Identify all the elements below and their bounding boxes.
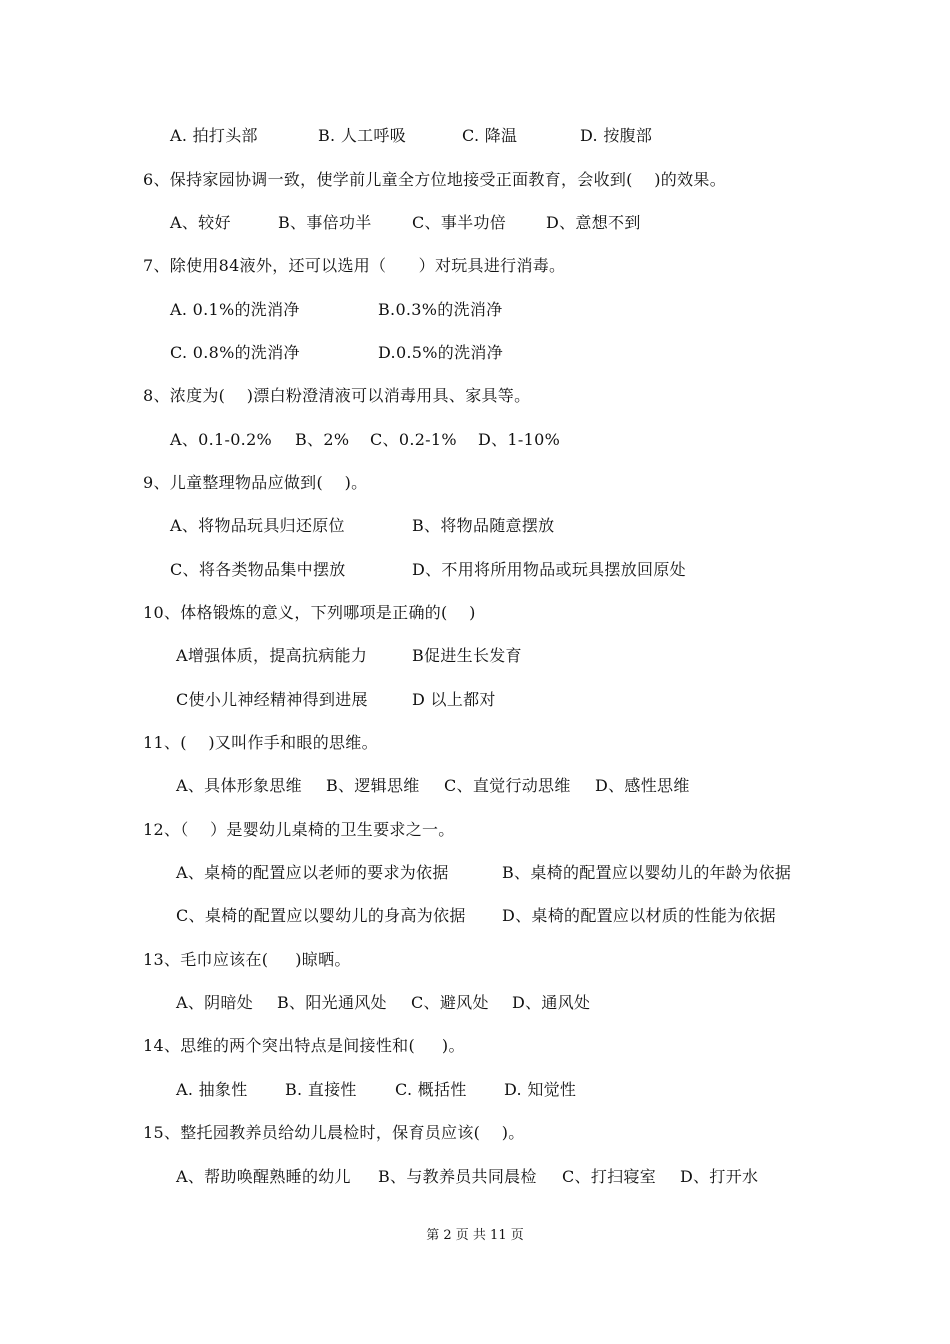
option-a: A. 0.1%的洗消净 <box>170 300 300 319</box>
question-12-options-row-1 <box>0 860 950 886</box>
option-c: C、事半功倍 <box>412 213 507 232</box>
option-d: D、感性思维 <box>595 776 690 795</box>
option-a: A、帮助唤醒熟睡的幼儿 <box>176 1167 351 1186</box>
option-a: A、将物品玩具归还原位 <box>170 516 345 535</box>
option-b: B、2% <box>295 430 350 449</box>
option-b: B、桌椅的配置应以婴幼儿的年龄为依据 <box>502 863 792 882</box>
option-a: A、阴暗处 <box>176 993 254 1012</box>
option-c: C使小儿神经精神得到进展 <box>176 690 368 709</box>
option-d: D、打开水 <box>680 1167 759 1186</box>
option-b: B促进生长发育 <box>412 646 522 665</box>
question-15-options <box>0 1164 950 1190</box>
option-b: B、将物品随意摆放 <box>412 516 555 535</box>
question-10-stem: 10、体格锻炼的意义，下列哪项是正确的( ) <box>143 603 476 622</box>
question-8-stem: 8、浓度为( )漂白粉澄清液可以消毒用具、家具等。 <box>143 386 531 405</box>
question-7-options-row-2 <box>0 340 950 366</box>
option-b: B.0.3%的洗消净 <box>378 300 503 319</box>
question-5-options <box>0 123 950 149</box>
option-d: D.0.5%的洗消净 <box>378 343 503 362</box>
option-a: A. 抽象性 <box>176 1080 248 1099</box>
option-d: D、桌椅的配置应以材质的性能为依据 <box>502 906 776 925</box>
option-b: B、事倍功半 <box>278 213 372 232</box>
question-14-stem: 14、思维的两个突出特点是间接性和( )。 <box>143 1036 465 1055</box>
question-13-stem: 13、毛巾应该在( )晾晒。 <box>143 950 351 969</box>
question-6-stem: 6、保持家园协调一致，使学前儿童全方位地接受正面教育，会收到( )的效果。 <box>143 170 727 189</box>
question-9-options-row-2 <box>0 557 950 583</box>
option-b: B、与教养员共同晨检 <box>378 1167 537 1186</box>
question-10-options-row-1 <box>0 643 950 669</box>
option-d: D、意想不到 <box>546 213 641 232</box>
question-12-stem: 12、（ ）是婴幼儿桌椅的卫生要求之一。 <box>143 820 455 839</box>
option-c: C、避风处 <box>411 993 489 1012</box>
option-c: C、将各类物品集中摆放 <box>170 560 346 579</box>
option-a: A、0.1-0.2% <box>170 430 273 449</box>
option-b: B. 人工呼吸 <box>318 126 407 145</box>
option-c: C. 降温 <box>462 126 518 145</box>
option-d: D、不用将所用物品或玩具摆放回原处 <box>412 560 686 579</box>
option-c: C、直觉行动思维 <box>444 776 571 795</box>
option-a: A增强体质，提高抗病能力 <box>176 646 368 665</box>
option-a: A、桌椅的配置应以老师的要求为依据 <box>176 863 449 882</box>
option-b: B、阳光通风处 <box>277 993 387 1012</box>
question-14-options <box>0 1077 950 1103</box>
question-8-options <box>0 427 950 453</box>
question-7-options-row-1 <box>0 297 950 323</box>
question-9-options-row-1 <box>0 513 950 539</box>
option-d: D. 按腹部 <box>580 126 653 145</box>
question-15-stem: 15、整托园教养员给幼儿晨检时，保育员应该( )。 <box>143 1123 525 1142</box>
option-c: C、打扫寝室 <box>562 1167 657 1186</box>
option-c: C. 概括性 <box>395 1080 467 1099</box>
option-d: D、通风处 <box>512 993 591 1012</box>
question-7-stem: 7、除使用84液外，还可以选用（ ）对玩具进行消毒。 <box>143 256 566 275</box>
option-c: C. 0.8%的洗消净 <box>170 343 300 362</box>
option-d: D 以上都对 <box>412 690 496 709</box>
option-d: D、1-10% <box>478 430 561 449</box>
option-b: B、逻辑思维 <box>326 776 420 795</box>
question-13-options <box>0 990 950 1016</box>
question-6-options <box>0 210 950 236</box>
option-c: C、0.2-1% <box>370 430 457 449</box>
option-b: B. 直接性 <box>285 1080 357 1099</box>
question-12-options-row-2 <box>0 903 950 929</box>
option-c: C、桌椅的配置应以婴幼儿的身高为依据 <box>176 906 466 925</box>
question-11-options <box>0 773 950 799</box>
question-9-stem: 9、儿童整理物品应做到( )。 <box>143 473 368 492</box>
question-11-stem: 11、( )又叫作手和眼的思维。 <box>143 733 378 752</box>
question-10-options-row-2 <box>0 687 950 713</box>
option-d: D. 知觉性 <box>504 1080 577 1099</box>
option-a: A. 拍打头部 <box>170 126 258 145</box>
option-a: A、具体形象思维 <box>176 776 302 795</box>
page-footer: 第 2 页 共 11 页 <box>426 1228 524 1243</box>
option-a: A、较好 <box>170 213 231 232</box>
